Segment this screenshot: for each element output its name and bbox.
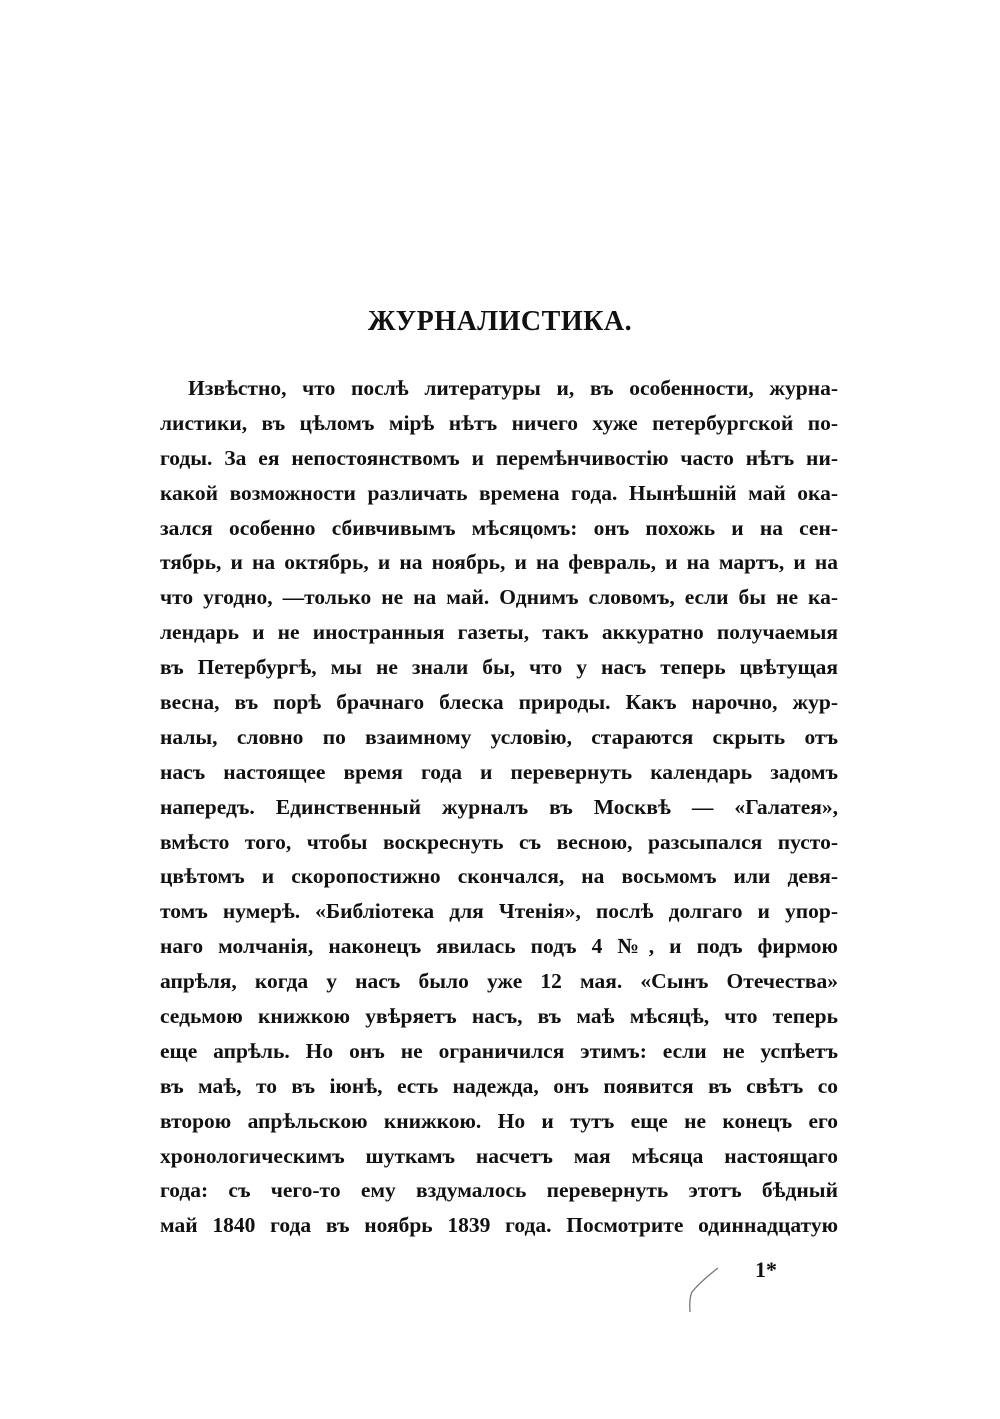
text-line: какой возможности различать времена года. Нынѣшній май ока- <box>160 480 838 505</box>
text-line: хронологическимъ шуткамъ насчетъ мая мѣсяца настоящаго <box>160 1143 838 1168</box>
text-line: цвѣтомъ и скоропостижно скончался, на восьмомъ или девя- <box>160 864 838 889</box>
text-line: листики, въ цѣломъ мірѣ нѣтъ ничего хуже петербургской по- <box>160 410 838 435</box>
text-line: седьмою книжкою увѣряетъ насъ, въ маѣ мѣсяцѣ, что теперь <box>160 1004 838 1029</box>
text-line: что угодно, —только не на май. Однимъ словомъ, если бы не ка- <box>160 585 838 610</box>
text-line: второю апрѣльскою книжкою. Но и тутъ еще не конецъ его <box>160 1108 838 1133</box>
page-title: ЖУРНАЛИСТИКА. <box>367 306 633 337</box>
text-line: въ маѣ, то въ іюнѣ, есть надежда, онъ появится въ свѣтъ со <box>160 1073 838 1098</box>
body-text <box>160 373 838 1245</box>
text-line: зался особенно сбивчивымъ мѣсяцомъ: онъ похожь и на сен- <box>160 515 838 540</box>
text-line: апрѣля, когда у насъ было уже 12 мая. «Сынъ Отечества» <box>160 969 838 994</box>
text-line: еще апрѣль. Но онъ не ограничился этимъ: если не успѣетъ <box>160 1038 838 1063</box>
text-line: лендарь и не иностранныя газеты, такъ аккуратно получаемыя <box>160 620 838 645</box>
text-line: наго молчанія, наконецъ явилась подъ 4 №, и подъ фирмою <box>160 934 838 959</box>
text-line: въ Петербургѣ, мы не знали бы, что у насъ теперь цвѣтущая <box>160 655 838 680</box>
text-line: года: съ чего-то ему вздумалось перевернуть этотъ бѣдный <box>160 1178 838 1203</box>
text-line: напередъ. Единственный журналъ въ Москвѣ — «Галатея», <box>160 794 838 819</box>
text-line: томъ нумерѣ. «Библіотека для Чтенія», послѣ долгаго и упор- <box>160 899 838 924</box>
text-line: годы. За ея непостоянствомъ и перемѣнчивостію часто нѣтъ ни- <box>160 445 838 470</box>
pencil-mark-icon <box>680 1262 730 1322</box>
signature-mark: 1* <box>755 1257 777 1282</box>
text-line: налы, словно по взаимному условію, стараются скрыть отъ <box>160 724 838 749</box>
text-line: вмѣсто того, чтобы воскреснуть съ весною, разсыпался пусто- <box>160 829 838 854</box>
text-line: май 1840 года въ ноябрь 1839 года. Посмотрите одиннадцатую <box>160 1213 838 1238</box>
text-line: насъ настоящее время года и перевернуть календарь задомъ <box>160 759 838 784</box>
text-line: Извѣстно, что послѣ литературы и, въ особенности, журна- <box>188 376 838 400</box>
text-line: тябрь, и на октябрь, и на ноябрь, и на февраль, и на мартъ, и на <box>160 550 838 575</box>
text-line: весна, въ порѣ брачнаго блеска природы. Какъ нарочно, жур- <box>160 690 838 715</box>
